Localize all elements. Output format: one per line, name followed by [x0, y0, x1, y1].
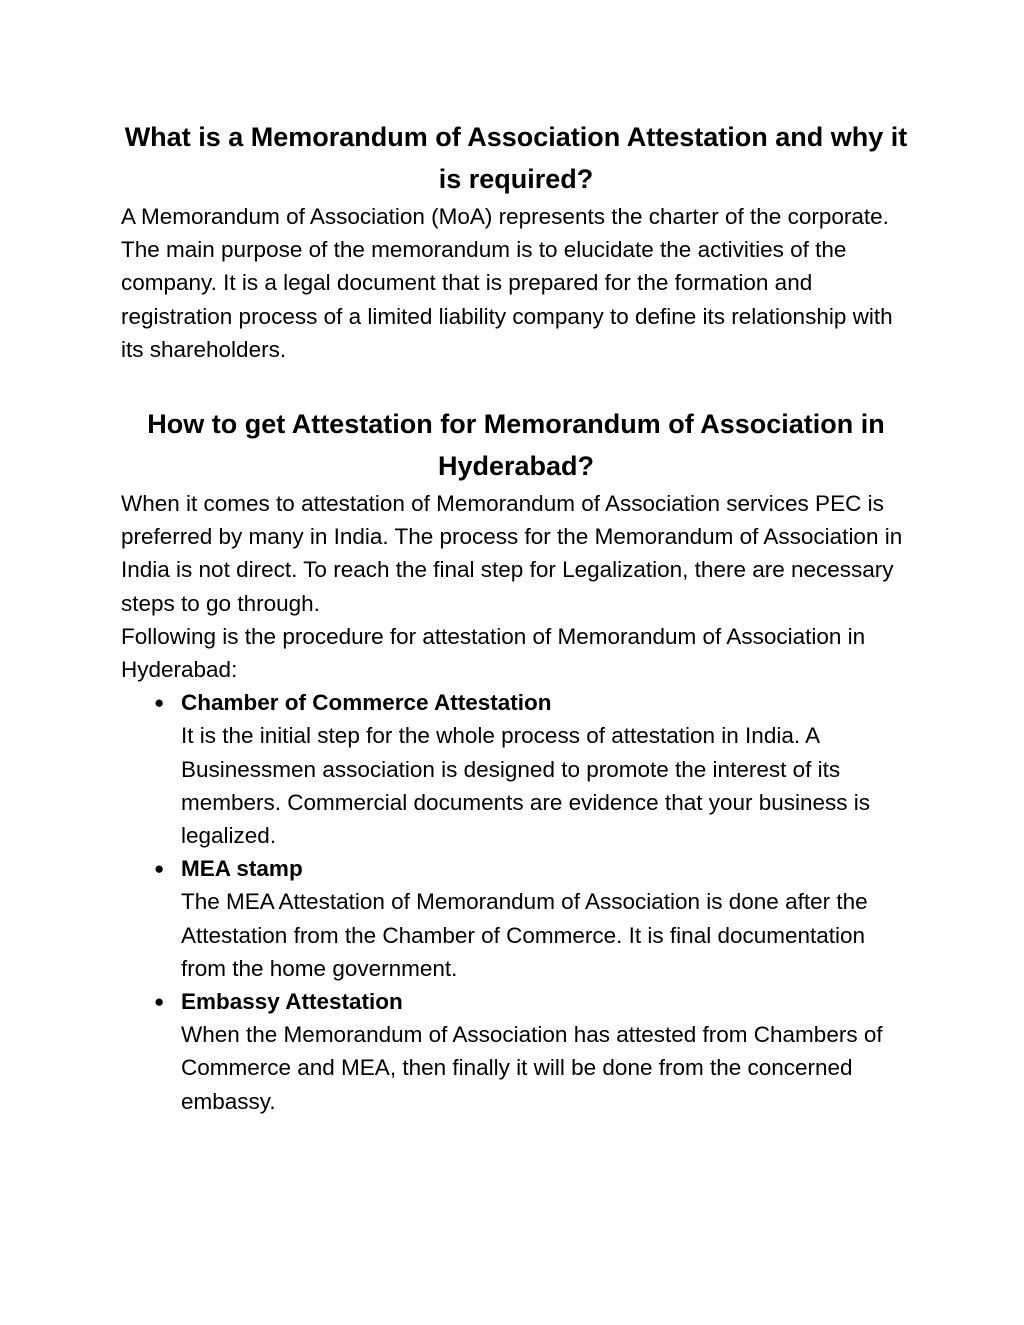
step-title: Embassy Attestation	[181, 989, 403, 1015]
moa-definition-paragraph: A Memorandum of Association (MoA) represents the charter of the corporate. The main purpose of the memorandum is to elucidate the activities of the company. It is a legal document that is prepared for the formation and registration process of a limited liability company to define its relationship with its shareholders.	[121, 204, 893, 362]
attestation-steps-list	[121, 686, 911, 1118]
step-title: Chamber of Commerce Attestation	[181, 690, 552, 716]
procedure-lead-paragraph: Following is the procedure for attestation of Memorandum of Association in Hyderabad:	[121, 623, 866, 683]
step-title: MEA stamp	[181, 856, 303, 882]
bullet-icon: ●	[154, 992, 165, 1012]
section-heading: How to get Attestation for Memorandum of Association in Hyderabad?	[147, 409, 885, 482]
list-item-embassy-attestation	[121, 985, 911, 1118]
section-what-is-moa	[121, 116, 911, 366]
step-description: The MEA Attestation of Memorandum of Association is done after the Attestation from the Chamber of Commerce. It is final documentation from the home government.	[181, 889, 868, 981]
step-description: When the Memorandum of Association has attested from Chambers of Commerce and MEA, then finally it will be done from the concerned embassy.	[181, 1022, 883, 1114]
process-intro-paragraph: When it comes to attestation of Memorandum of Association services PEC is preferred by many in India. The process for the Memorandum of Association in India is not direct. To reach the final step for Legalization, there are necessary steps to go through.	[121, 491, 903, 616]
list-item-mea-stamp	[121, 852, 911, 985]
list-item-chamber-of-commerce	[121, 686, 911, 852]
section-how-to-get-attestation	[121, 403, 911, 1118]
bullet-icon: ●	[154, 859, 165, 879]
bullet-icon: ●	[154, 693, 165, 713]
section-heading: What is a Memorandum of Association Attestation and why it is required?	[124, 122, 908, 194]
document-page	[121, 116, 911, 1118]
step-description: It is the initial step for the whole process of attestation in India. A Businessmen association is designed to promote the interest of its members. Commercial documents are evidence that your business is legalized.	[181, 723, 871, 849]
